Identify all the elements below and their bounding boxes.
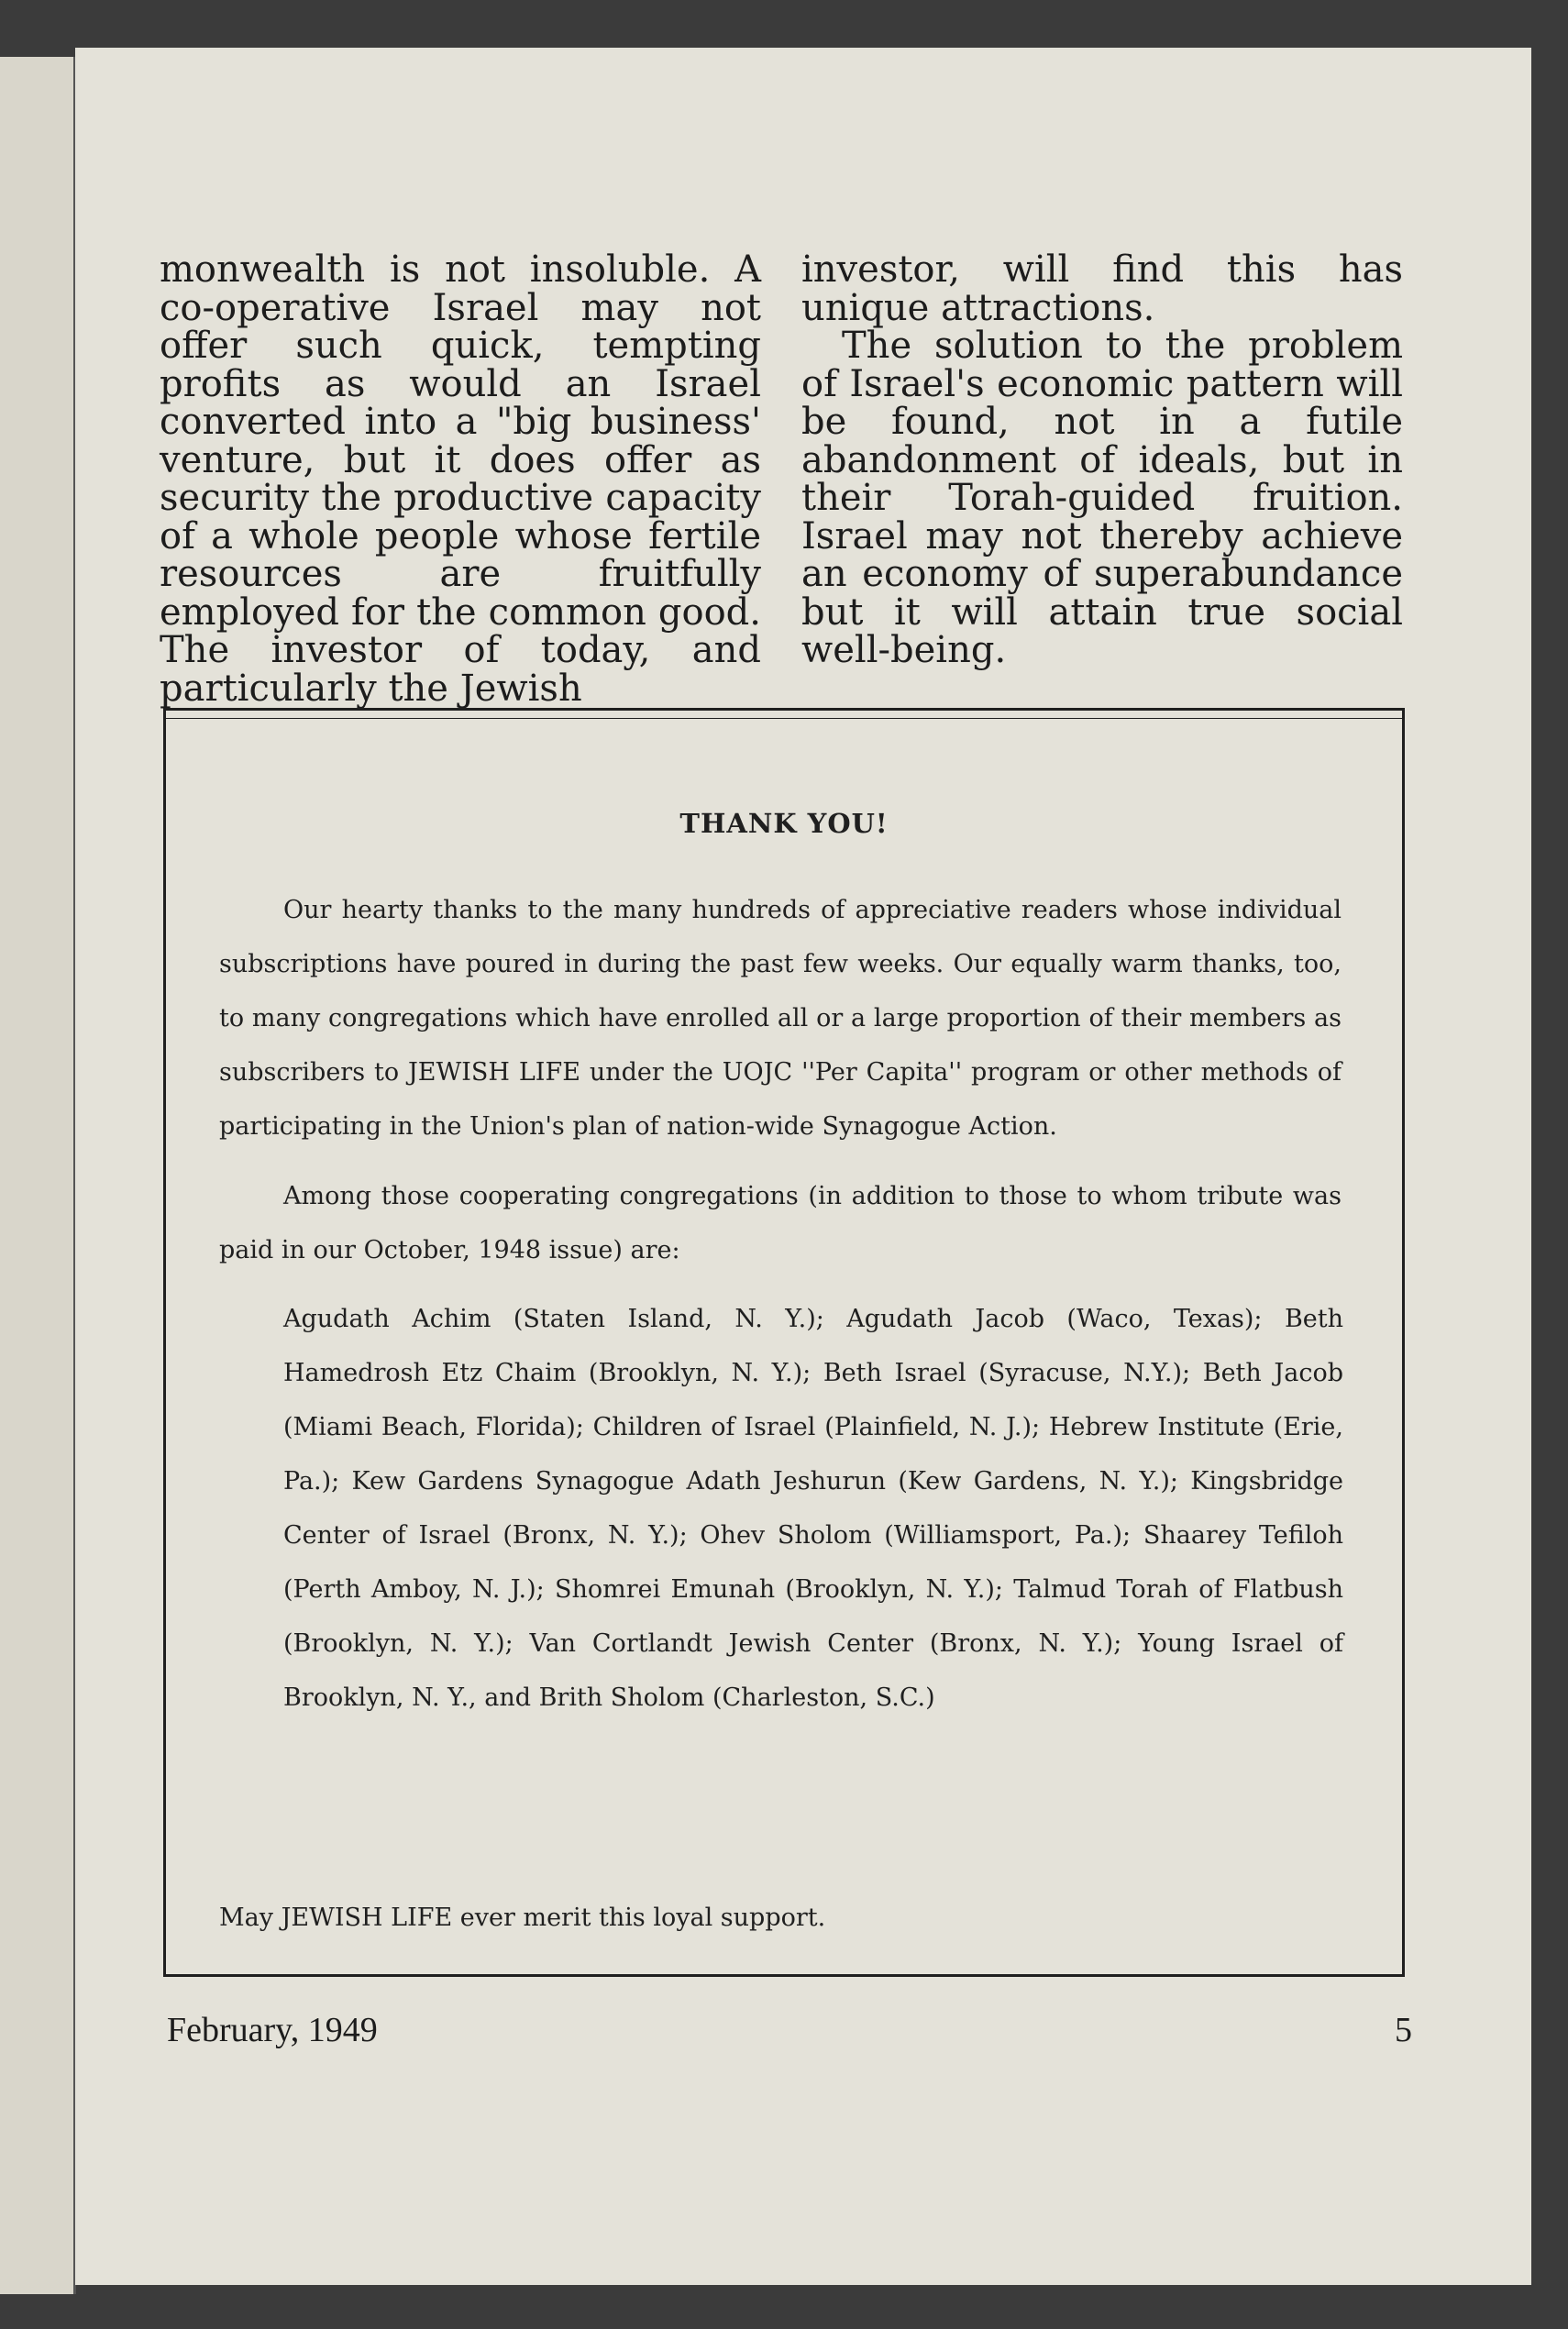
notice-heading: THANK YOU!: [679, 808, 889, 839]
box-top-rule: [166, 718, 1402, 719]
thank-you-notice-box: [163, 708, 1405, 1977]
congregation-list: Agudath Achim (Staten Island, N. Y.); Agudath Jacob (Waco, Texas); Beth Hamedrosh Etz Chaim (Brooklyn, N. Y.); Beth Israel (Syracuse, N.Y.); Beth Jacob (Miami Beach, Florida); Children of Israel (Plainfield, N. J.); Hebrew Institute (Erie, Pa.); Kew Gardens Synagogue Adath Jeshurun (Kew Gardens, N. Y.); Kingsbridge Center of Israel (Bronx, N. Y.); Ohev Sholom (Williamsport, Pa.); Shaarey Tefiloh (Perth Amboy, N. J.); Shomrei Emunah (Brooklyn, N. Y.); Talmud Torah of Flatbush (Brooklyn, N. Y.); Van Cortlandt Jewish Center (Bronx, N. Y.); Young Israel of Brooklyn, N. Y., and Brith Sholom (Charleston, S.C.): [283, 1305, 1343, 1712]
page-number: 5: [1395, 2011, 1412, 2049]
footer-date: February, 1949: [167, 2011, 378, 2049]
magazine-page: [75, 48, 1531, 2285]
notice-paragraph-2: [219, 1169, 1342, 1277]
notice-paragraph-2-text: Among those cooperating congregations (in addition to those to whom tribute was paid in our October, 1948 issue) are:: [219, 1182, 1342, 1264]
article-text-right-2: The solution to the problem of Israel's economic pattern will be found, not in a futile abandonment of ideals, but in their Torah-guided fruition. Israel may not thereby achieve an economy of superabundance but it will attain true social well-being.: [801, 325, 1403, 671]
article-text-right-1: investor, will find this has unique attractions.: [801, 248, 1403, 329]
notice-paragraph-1: [219, 883, 1342, 1153]
article-column-left: [160, 248, 761, 710]
article-column-right: [801, 248, 1403, 671]
notice-closing: May JEWISH LIFE ever merit this loyal support.: [219, 1904, 826, 1932]
notice-paragraph-1-text: Our hearty thanks to the many hundreds of appreciative readers whose individual subscriptions have poured in during the past few weeks. Our equally warm thanks, too, to many congregations which have enrolled all or a large proportion of their members as subscribers to JEWISH LIFE under the UOJC ''Per Capita'' program or other methods of participating in the Union's plan of nation-wide Synagogue Action.: [219, 896, 1342, 1141]
facing-page-edge: [0, 57, 76, 2294]
article-text-left: monwealth is not insoluble. A co-operative Israel may not offer such quick, tempting profits as would an Israel converted into a "big business' venture, but it does offer as security the productive capacity of a whole people whose fertile resources are fruitfully employed for the common good. The investor of today, and particularly the Jewish: [160, 248, 761, 710]
